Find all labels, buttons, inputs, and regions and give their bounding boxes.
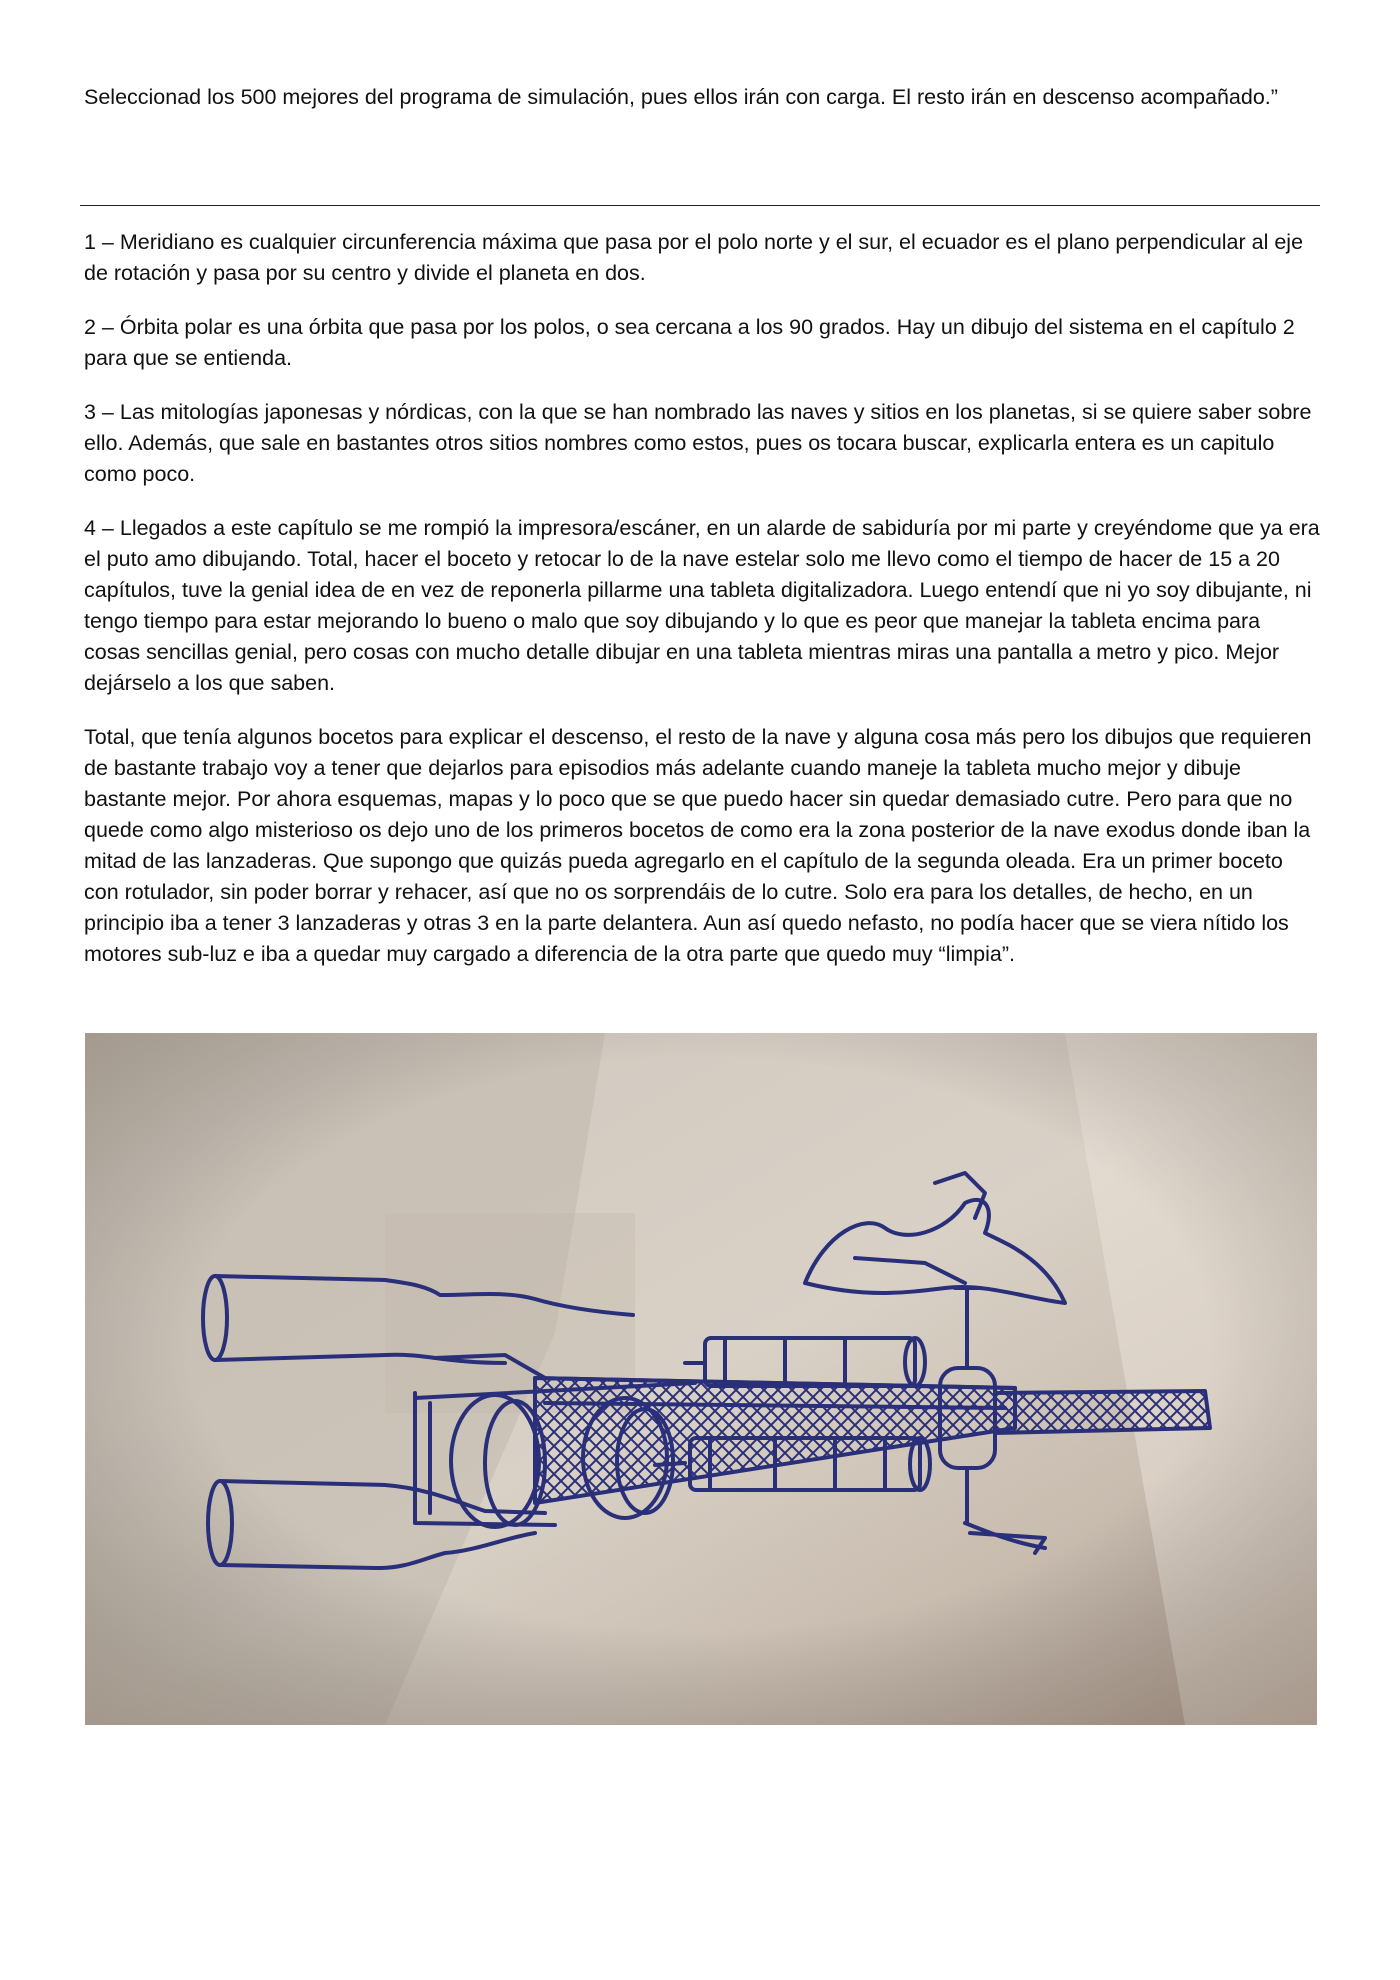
footnotes	[84, 227, 1320, 993]
sketch-photo	[85, 1033, 1317, 1725]
footnote-3: 3 – Las mitologías japonesas y nórdicas, con la que se han nombrado las naves y sitios en los planetas, si se quiere saber sobre ello. Además, que sale en bastantes otros sitios nombres como estos, pues os tocara buscar, explicarla entera es un capitulo como poco.	[84, 400, 1312, 486]
spaceship-sketch	[85, 1033, 1317, 1725]
intro-paragraph: Seleccionad los 500 mejores del programa de simulación, pues ellos irán con carga. El resto irán en descenso acompañado.”	[84, 85, 1278, 109]
footnote-4: 4 – Llegados a este capítulo se me rompió la impresora/escáner, en un alarde de sabiduría por mi parte y creyéndome que ya era el puto amo dibujando. Total, hacer el boceto y retocar lo de la nave estelar solo me llevo como el tiempo de hacer de 15 a 20 capítulos, tuve la genial idea de en vez de reponerla pillarme una tableta digitalizadora. Luego entendí que ni yo soy dibujante, ni tengo tiempo para estar mejorando lo bueno o malo que soy dibujando y lo que es peor que manejar la tableta encima para cosas sencillas genial, pero cosas con mucho detalle dibujar en una tableta mientras miras una pantalla a metro y pico. Mejor dejárselo a los que saben.	[84, 516, 1320, 695]
footnote-4-continued: Total, que tenía algunos bocetos para explicar el descenso, el resto de la nave y alguna cosa más pero los dibujos que requieren de bastante trabajo voy a tener que dejarlos para episodios más adelante cuando maneje la tableta mucho mejor y dibuje bastante mejor. Por ahora esquemas, mapas y lo poco que se que puedo hacer sin quedar demasiado cutre. Pero para que no quede como algo misterioso os dejo uno de los primeros bocetos de como era la zona posterior de la nave exodus donde iban la mitad de las lanzaderas. Que supongo que quizás pueda agregarlo en el capítulo de la segunda oleada. Era un primer boceto con rotulador, sin poder borrar y rehacer, así que no os sorprendáis de lo cutre. Solo era para los detalles, de hecho, en un principio iba a tener 3 lanzaderas y otras 3 en la parte delantera. Aun así quedo nefasto, no podía hacer que se viera nítido los motores sub-luz e iba a quedar muy cargado a diferencia de la otra parte que quedo muy “limpia”.	[84, 725, 1312, 966]
footnote-2: 2 – Órbita polar es una órbita que pasa por los polos, o sea cercana a los 90 grados. Hay un dibujo del sistema en el capítulo 2 para que se entienda.	[84, 315, 1295, 370]
footnote-1: 1 – Meridiano es cualquier circunferencia máxima que pasa por el polo norte y el sur, el ecuador es el plano perpendicular al eje de rotación y pasa por su centro y divide el planeta en dos.	[84, 230, 1304, 285]
footnote-divider	[80, 205, 1320, 206]
